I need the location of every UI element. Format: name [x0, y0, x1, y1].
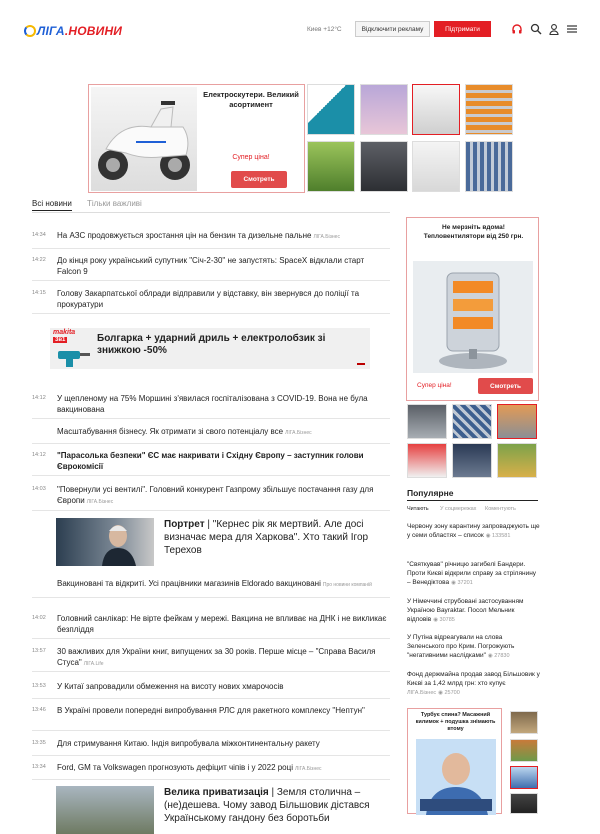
- popular-item[interactable]: [407, 522, 540, 541]
- news-title[interactable]: "Парасолька безпеки" ЄС має накривати і Східну Європу – заступник голови Єврокомісії: [57, 451, 364, 471]
- ad-sidebar-heaters[interactable]: [406, 217, 539, 401]
- ad-thumb-scooter[interactable]: [412, 84, 460, 135]
- news-time: 14:03: [32, 486, 46, 492]
- ad-thumb-shoes[interactable]: [360, 141, 408, 192]
- news-time: 14:22: [32, 257, 46, 263]
- news-item[interactable]: [32, 395, 390, 419]
- featured-kind: Портрет: [164, 519, 205, 530]
- ad-indicator: [357, 363, 365, 365]
- news-title[interactable]: До кінця року український супутник "Січ-2-30" не запустять: SpaceX відклали старт Falcon 9: [57, 256, 365, 276]
- ad-product-thumbnails: [307, 84, 541, 194]
- ad-thumb-bedding[interactable]: [360, 84, 408, 135]
- ad-sidebar-price: Супер ціна!: [417, 382, 452, 389]
- popular-item-views: 25700: [444, 690, 460, 696]
- featured-title[interactable]: "Кернес рік як мертвий. Але досі визначає мера для Харкова". Хто такий Ігор Терехов: [164, 519, 369, 556]
- massage-mat-image: [416, 739, 496, 815]
- news-source[interactable]: Про новини компаній: [322, 582, 372, 588]
- news-item[interactable]: [32, 615, 390, 639]
- eye-icon: ◉: [487, 653, 493, 659]
- ad-thumb-tool-set[interactable]: [465, 141, 513, 192]
- search-icon[interactable]: [530, 23, 542, 35]
- news-item[interactable]: [32, 707, 390, 731]
- logo-accent: .НОВИНИ: [64, 24, 123, 38]
- heater-image: [413, 261, 533, 373]
- news-item[interactable]: [32, 764, 390, 780]
- ad-sidebar-button[interactable]: Смотреть: [478, 378, 533, 394]
- news-title[interactable]: В Україні провели попередні випробування РЛС для ракетного комплексу "Нептун": [57, 706, 365, 715]
- ad-sidebar-thumb[interactable]: [497, 443, 537, 478]
- news-time: 13:53: [32, 683, 46, 689]
- ad-sidebar-thumb[interactable]: [497, 404, 537, 439]
- news-title[interactable]: Головний санлікар: Не вірте фейкам у мережі. Вакцина не впливає на ДНК і не викликає безпліддя: [57, 614, 387, 634]
- news-item[interactable]: [32, 290, 390, 314]
- ad-thumb-heater[interactable]: [465, 84, 513, 135]
- ad-massage-title: Турбує спина? Масажний килимок + подушка знімають втому: [415, 712, 496, 732]
- menu-icon[interactable]: [566, 23, 578, 35]
- news-item[interactable]: [32, 428, 390, 444]
- news-time: 13:57: [32, 648, 46, 654]
- logo-main: ЛІГА: [37, 24, 65, 38]
- news-time: 13:35: [32, 740, 46, 746]
- news-time: 14:12: [32, 452, 46, 458]
- popular-item-title[interactable]: У Німеччині струбовані застосуванням Україною Bayraktar. Посол Мельник відповів: [407, 598, 524, 623]
- popular-item-views: 37201: [457, 580, 473, 586]
- logo-mark-icon: [24, 25, 36, 37]
- user-icon[interactable]: [548, 23, 560, 35]
- ad-inline-makita[interactable]: [50, 328, 370, 369]
- ad-massage-thumb[interactable]: [510, 766, 538, 789]
- popular-item-source[interactable]: ЛІГА.Бізнес: [407, 690, 437, 696]
- news-item[interactable]: [32, 232, 390, 249]
- news-item[interactable]: [32, 580, 390, 598]
- popular-divider: [407, 500, 538, 501]
- ad-brand-logo: makita: [53, 329, 76, 336]
- eye-icon: ◉: [485, 533, 491, 539]
- news-title[interactable]: Голову Закарпатської облради відправили у відставку, він звернувся до поліції та прокуратури: [57, 289, 360, 309]
- ad-massage-thumb[interactable]: [510, 711, 538, 734]
- ad-massage-thumb[interactable]: [510, 739, 538, 762]
- ad-sidebar-thumb[interactable]: [407, 443, 447, 478]
- tab-important-only[interactable]: Тільки важливі: [87, 199, 142, 208]
- news-source[interactable]: ЛІГА.Бізнес: [313, 234, 340, 240]
- news-time: 13:46: [32, 707, 46, 713]
- popular-item-views: 30785: [439, 617, 455, 623]
- news-time: 14:02: [32, 615, 46, 621]
- ad-inline-text: Болгарка + ударний дриль + електролобзик зі знижкою -50%: [97, 333, 326, 356]
- popular-item-views: 27830: [494, 653, 510, 659]
- news-item[interactable]: [32, 648, 390, 672]
- tab-all-news[interactable]: Всі новини: [32, 199, 72, 211]
- news-source[interactable]: ЛІГА.Бізнес: [285, 430, 312, 436]
- ad-banner-scooters[interactable]: [88, 84, 305, 193]
- scooter-image: [91, 87, 197, 191]
- popular-item[interactable]: [407, 633, 540, 661]
- featured-kind: Велика приватизація: [164, 787, 269, 798]
- ad-sidebar-thumb[interactable]: [452, 443, 492, 478]
- ad-massage-thumb[interactable]: [510, 793, 538, 814]
- featured-portrait-image[interactable]: [56, 518, 154, 566]
- featured-story[interactable]: Портрет | "Кернес рік як мертвий. Але досі визначає мера для Харкова". Хто такий Ігор Терехов: [56, 518, 390, 568]
- popular-item[interactable]: [407, 597, 540, 625]
- popular-item-views: 133581: [492, 533, 511, 539]
- news-source[interactable]: ЛІГА.Бізнес: [86, 499, 114, 505]
- news-item[interactable]: [32, 740, 390, 756]
- news-title[interactable]: На АЗС продовжується зростання цін на бензин та дизельне пальне: [57, 231, 312, 240]
- popular-item[interactable]: [407, 670, 540, 698]
- ad-price-label: Супер ціна!: [232, 154, 270, 161]
- news-item[interactable]: [32, 683, 390, 699]
- weather-info[interactable]: Киев +12°C: [307, 26, 342, 33]
- news-title[interactable]: Масштабування бізнесу. Як отримати зі свого потенціалу все: [57, 427, 284, 436]
- featured-title[interactable]: Земля столична – (не)дешева. Чому завод Більшовик дістався Українському гандону без боротьби: [164, 787, 370, 824]
- site-logo[interactable]: [24, 24, 122, 38]
- eye-icon: ◉: [451, 580, 456, 586]
- news-item[interactable]: [32, 257, 390, 281]
- news-item[interactable]: [32, 452, 390, 476]
- news-source[interactable]: ЛІГА.Life: [83, 661, 104, 667]
- popular-item[interactable]: [407, 560, 540, 588]
- ad-badge: 3в1: [55, 337, 66, 343]
- news-title[interactable]: Для стримування Китаю. Індія випробувала міжконтинентальну ракету: [57, 739, 320, 748]
- ad-thumb-tools[interactable]: [307, 84, 355, 135]
- news-title[interactable]: "Повернули усі вентилі". Головний конкурент Газпрому збільшує постачання газу для Європи: [57, 485, 374, 505]
- ad-thumb-radiator[interactable]: [412, 141, 460, 192]
- ad-sidebar-thumb[interactable]: [407, 404, 447, 439]
- news-item[interactable]: [32, 486, 390, 511]
- popular-tab-social[interactable]: У соцмережах: [440, 506, 477, 512]
- news-title[interactable]: У щепленому на 75% Моршині з'явилася госпіталізована з COVID-19. Вона не була вакцинована: [57, 394, 368, 414]
- disable-ads-button[interactable]: Відключити рекламу: [355, 21, 430, 37]
- news-tabs: [32, 199, 390, 213]
- news-title[interactable]: Ford, GM та Volkswagen прогнозують дефіцит чіпів і у 2022 році: [57, 763, 293, 772]
- popular-title: Популярне: [407, 488, 454, 498]
- popular-item-title[interactable]: Червону зону карантину запроваджують ще у семи областях – список: [407, 523, 540, 539]
- ad-sidebar-massage[interactable]: [407, 708, 502, 814]
- site-header: [0, 0, 600, 62]
- ad-sidebar-title: Не мерзніть вдома! Тепловентилятори від 250 грн.: [423, 224, 524, 240]
- popular-item-title[interactable]: У Путіна відреагували на слова Зеленського про Крим. Погрожують "негативними наслідками": [407, 634, 515, 659]
- eye-icon: ◉: [438, 690, 443, 696]
- ad-watch-button[interactable]: Смотреть: [231, 171, 287, 188]
- drill-icon: [56, 348, 92, 368]
- news-title[interactable]: 30 важливих для України книг, випущених за 30 років. Перше місце – "Справа Василя Стуса": [57, 647, 376, 667]
- ad-sidebar-thumb[interactable]: [452, 404, 492, 439]
- news-time: 14:34: [32, 232, 46, 238]
- ad-title: Електроскутери. Великий асортимент: [203, 90, 299, 109]
- news-time: 14:15: [32, 290, 46, 296]
- featured-aerial-image[interactable]: [56, 786, 154, 834]
- news-title[interactable]: Вакциновані та відкриті. Усі працівники магазинів Eldorado вакциновані: [57, 579, 321, 588]
- news-time: 14:12: [32, 395, 46, 401]
- ad-thumb-plants[interactable]: [307, 141, 355, 192]
- news-time: 13:34: [32, 764, 46, 770]
- headphones-icon[interactable]: [511, 23, 523, 35]
- popular-tab-reading[interactable]: Читають: [407, 506, 429, 512]
- popular-item-title[interactable]: Фонд держмайна продав завод Більшовик у Києві за 1,42 млрд грн: хто купує: [407, 671, 540, 687]
- eye-icon: ◉: [433, 617, 438, 623]
- popular-tab-comments[interactable]: Коментують: [485, 506, 516, 512]
- subscribe-button[interactable]: Підтримати: [434, 21, 491, 37]
- featured-story[interactable]: Велика приватизація | Земля столична – (не)дешева. Чому завод Більшовик дістався Українському гандону без боротьби: [56, 786, 390, 814]
- news-title[interactable]: У Китаї запровадили обмеження на висоту нових хмарочосів: [57, 682, 284, 691]
- news-source[interactable]: ЛІГА.Бізнес: [295, 766, 322, 772]
- popular-item-title[interactable]: "Святкував" річницю загибелі Бандери. Проти Києві відкрили справу за стрілянину – Венедіктова: [407, 561, 537, 586]
